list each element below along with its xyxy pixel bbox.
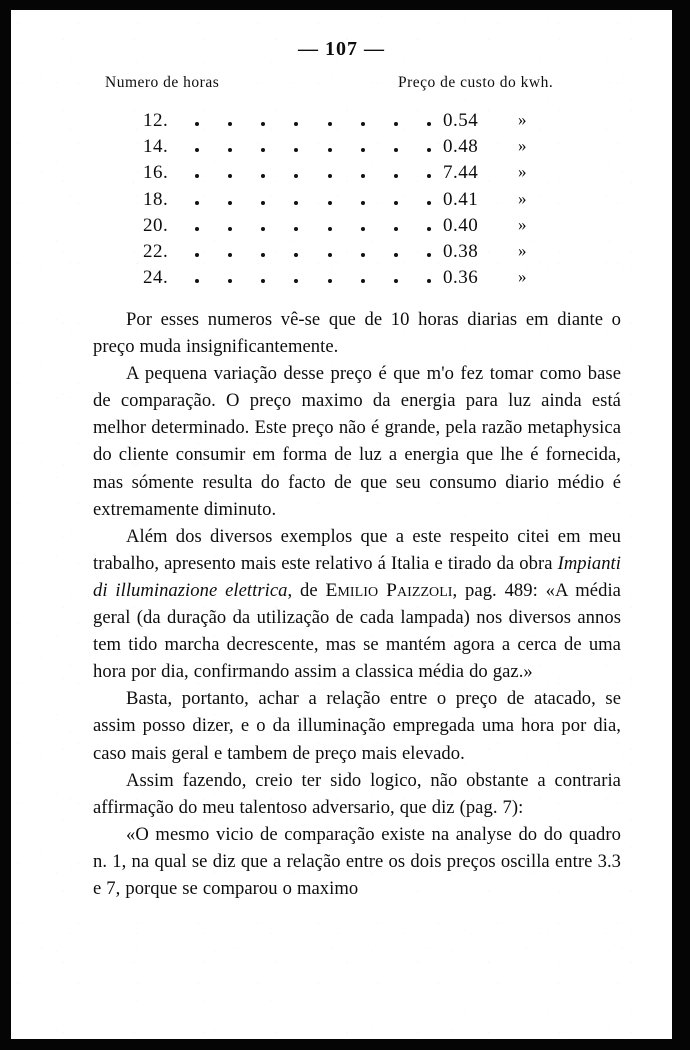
table-row (93, 215, 613, 241)
leader-dot (427, 122, 431, 126)
cell-price: 0.54 (443, 110, 479, 131)
leader-dot (361, 201, 365, 205)
leader-dot (261, 253, 265, 257)
paragraph-2: A pequena variação desse preço é que m'o fez tomar como base de comparação. O preço maximo da energia para luz ainda está melhor determinado. Este preço não é grande, pela razão metaphysica do cliente consumir em forma de luz a energia que lhe é fornecida, mas sómente resulta do facto de que seu consumo diario médio é extremamente diminuto. (93, 363, 621, 520)
leader-dot (361, 174, 365, 178)
paragraph-1: Por esses numeros vê-se que de 10 horas diarias em diante o preço muda insignificantemente. (93, 309, 621, 358)
table-header-row (93, 74, 613, 100)
leader-dot (394, 122, 398, 126)
leader-dot (261, 201, 265, 205)
leader-dot (195, 201, 199, 205)
cell-price: 0.48 (443, 136, 479, 158)
paragraph-5: Assim fazendo, creio ter sido logico, não obstante a contraria affirmação do meu talentoso adversario, que diz (pag. 7): (93, 769, 621, 818)
leader-dot (228, 122, 232, 126)
leader-dot (228, 201, 232, 205)
leader-dot (228, 227, 232, 231)
page-sheet (11, 10, 672, 1039)
leader-dot (361, 148, 365, 152)
leader-dot (328, 174, 332, 178)
table-row (93, 136, 613, 162)
leader-dot (195, 148, 199, 152)
dot-leader (195, 110, 431, 126)
cell-price: 0.40 (443, 214, 479, 236)
leader-dot (228, 174, 232, 178)
leader-dot (427, 148, 431, 152)
cell-hours: 16. (143, 162, 169, 184)
table-body (93, 110, 613, 293)
cited-work-title: Impianti di illuminazione elettrica (93, 552, 621, 601)
leader-dot (361, 122, 365, 126)
dot-leader (195, 215, 431, 231)
cell-price: 0.36 (443, 267, 479, 289)
cell-price: 0.41 (443, 188, 479, 210)
cell-unit-ditto: » (518, 136, 527, 156)
cell-hours: 22. (143, 240, 169, 262)
leader-dot (294, 279, 298, 283)
leader-dot (328, 201, 332, 205)
leader-dot (328, 122, 332, 126)
dot-leader (195, 267, 431, 283)
table-row (93, 110, 613, 136)
leader-dot (394, 174, 398, 178)
table-row (93, 189, 613, 215)
column-header-price: Preço de custo do kwh. (398, 74, 554, 91)
leader-dot (294, 148, 298, 152)
cell-unit-ditto: » (518, 110, 527, 129)
table-row (93, 267, 613, 293)
dot-leader (195, 241, 431, 257)
paragraph-3-lead: Além dos diversos exemplos que a este respeito citei em meu trabalho, apresento mais este relativo á Italia e tirado da obra (93, 525, 621, 574)
leader-dot (427, 174, 431, 178)
leader-dot (294, 227, 298, 231)
paragraph-6: «O mesmo vicio de comparação existe na analyse do do quadro n. 1, na qual se diz que a relação entre os dois preços oscilla entre 3.3 e 7, porque se comparou o maximo (93, 823, 621, 899)
leader-dot (261, 122, 265, 126)
cell-unit-ditto: » (518, 162, 527, 182)
leader-dot (361, 279, 365, 283)
column-header-hours: Numero de horas (105, 74, 220, 91)
leader-dot (427, 227, 431, 231)
cell-unit-ditto: » (518, 267, 527, 287)
cell-unit-ditto: » (518, 188, 527, 208)
leader-dot (394, 253, 398, 257)
page-content (11, 10, 672, 1039)
paragraph-4: Basta, portanto, achar a relação entre o preço de atacado, se assim posso dizer, e o da illuminação empregada uma hora por dia, caso mais geral e tambem de preço mais elevado. (93, 688, 621, 764)
leader-dot (195, 253, 199, 257)
leader-dot (427, 201, 431, 205)
paragraph-3 (93, 523, 621, 686)
leader-dot (427, 279, 431, 283)
leader-dot (195, 227, 199, 231)
leader-dot (361, 253, 365, 257)
dot-leader (195, 162, 431, 178)
leader-dot (261, 279, 265, 283)
leader-dot (294, 201, 298, 205)
dot-leader (195, 189, 431, 205)
body-text (93, 306, 621, 902)
leader-dot (228, 279, 232, 283)
cited-author-name: Emilio Paizzoli (325, 579, 453, 601)
leader-dot (294, 253, 298, 257)
table-row (93, 241, 613, 267)
leader-dot (195, 122, 199, 126)
cell-price: 0.38 (443, 240, 479, 262)
price-table (93, 74, 613, 289)
leader-dot (394, 279, 398, 283)
paragraph-3-connector: , de (287, 579, 326, 601)
leader-dot (394, 148, 398, 152)
leader-dot (394, 227, 398, 231)
cell-hours: 20. (143, 214, 169, 236)
page-number-folio: — 107 — (298, 38, 385, 60)
leader-dot (361, 227, 365, 231)
cell-unit-ditto: » (518, 214, 527, 234)
cell-hours: 24. (143, 267, 169, 289)
cell-hours: 18. (143, 188, 169, 210)
cell-hours: 12. (143, 110, 169, 131)
leader-dot (228, 253, 232, 257)
leader-dot (328, 227, 332, 231)
leader-dot (195, 174, 199, 178)
leader-dot (328, 253, 332, 257)
leader-dot (195, 279, 199, 283)
leader-dot (294, 122, 298, 126)
dot-leader (195, 136, 431, 152)
cell-hours: 14. (143, 136, 169, 158)
leader-dot (261, 227, 265, 231)
leader-dot (427, 253, 431, 257)
leader-dot (328, 148, 332, 152)
leader-dot (294, 174, 298, 178)
leader-dot (394, 201, 398, 205)
cell-price: 7.44 (443, 162, 479, 184)
paragraph-3-quote: , pag. 489: «A média geral (da duração da utilização de cada lampada) nos diversos annos tem tido marcha decrescente, mas se mantém agora a cerca de uma hora por dia, confirmando assim a classica média do gaz.» (93, 579, 621, 683)
cell-unit-ditto: » (518, 240, 527, 260)
leader-dot (328, 279, 332, 283)
leader-dot (228, 148, 232, 152)
leader-dot (261, 148, 265, 152)
table-row (93, 162, 613, 188)
leader-dot (261, 174, 265, 178)
